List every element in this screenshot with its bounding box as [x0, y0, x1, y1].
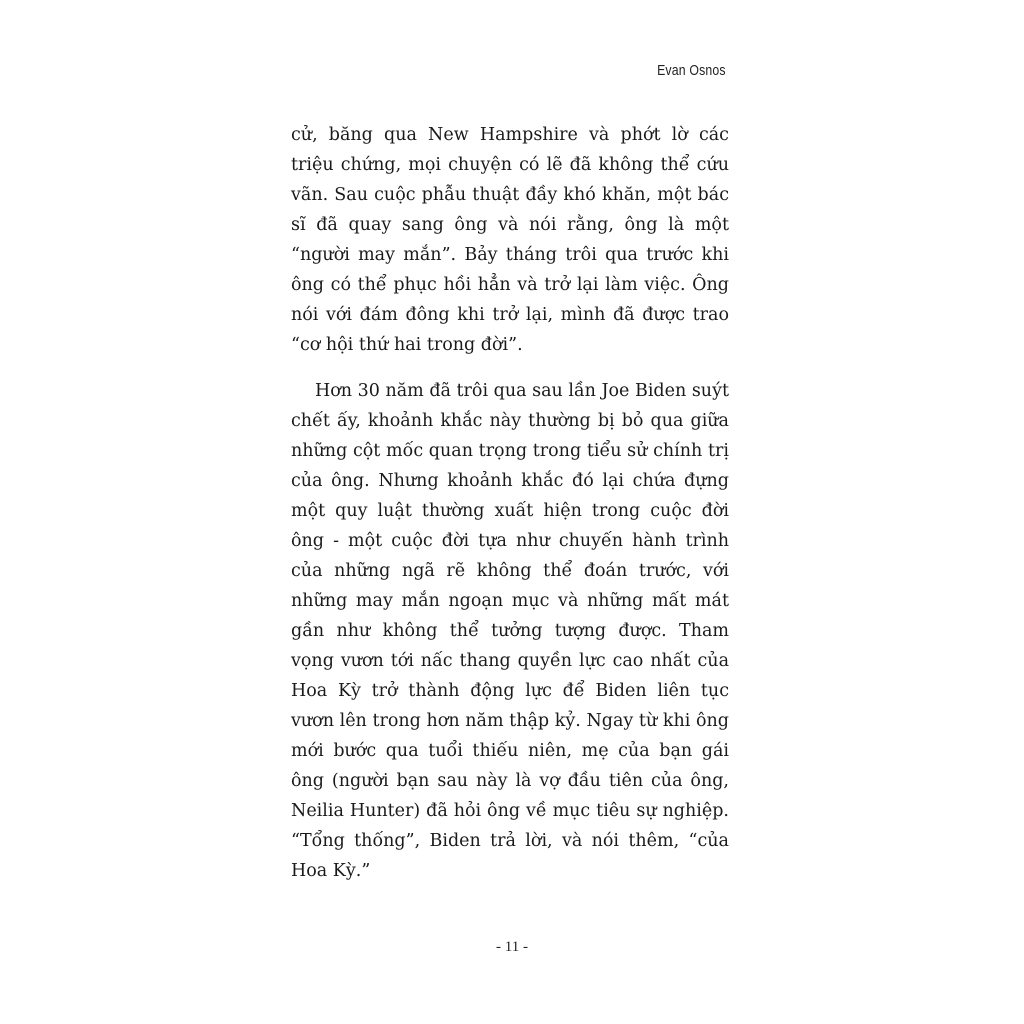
paragraph-biden-ambition: Hơn 30 năm đã trôi qua sau lần Joe Biden suýt chết ấy, khoảnh khắc này thường bị bỏ qua giữa những cột mốc quan trọng trong tiểu sử chính trị của ông. Nhưng khoảnh khắc đó lại chứa đựng một quy luật thường xuất hiện trong cuộc đời ông - một cuộc đời tựa như chuyến hành trình của những ngã rẽ không thể đoán trước, với những may mắn ngoạn mục và những mất mát gần như không thể tưởng tượng được. Tham vọng vươn tới nấc thang quyền lực cao nhất của Hoa Kỳ trở thành động lực để Biden liên tục vươn lên trong hơn năm thập kỷ. Ngay từ khi ông mới bước qua tuổi thiếu niên, mẹ của bạn gái ông (người bạn sau này là vợ đầu tiên của ông, Neilia Hunter) đã hỏi ông về mục tiêu sự nghiệp. “Tổng thống”, Biden trả lời, và nói thêm, “của Hoa Kỳ.” — [291, 381, 729, 881]
body-text — [291, 120, 729, 886]
page-number: - 11 - — [496, 939, 528, 955]
paragraph-continued: cử, băng qua New Hampshire và phớt lờ các triệu chứng, mọi chuyện có lẽ đã không thể cứu vãn. Sau cuộc phẫu thuật đầy khó khăn, một bác sĩ đã quay sang ông và nói rằng, ông là một “người may mắn”. Bảy tháng trôi qua trước khi ông có thể phục hồi hẳn và trở lại làm việc. Ông nói với đám đông khi trở lại, mình đã được trao “cơ hội thứ hai trong đời”. — [291, 125, 729, 355]
running-header-author: Evan Osnos — [657, 62, 726, 79]
